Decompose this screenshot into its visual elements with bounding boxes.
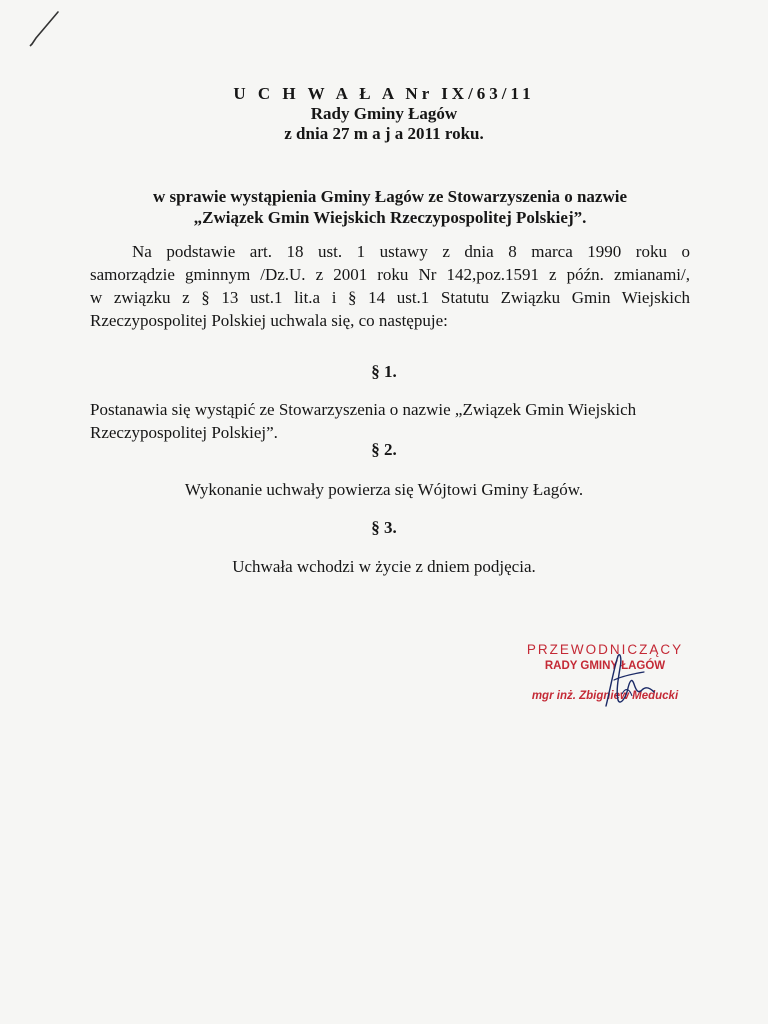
section-1-text-line-1: Postanawia się wystąpić ze Stowarzyszenia o nazwie „Związek Gmin Wiejskich <box>90 400 637 419</box>
handwritten-signature <box>592 650 664 710</box>
preamble-line: Na podstawie art. 18 ust. 1 ustawy z dnia 8 marca 1990 roku o <box>132 242 690 261</box>
stamp-title: PRZEWODNICZĄCY <box>526 642 684 657</box>
section-1-text-line-2: Rzeczypospolitej Polskiej”. <box>90 423 278 442</box>
section-1-heading: § 1. <box>371 362 397 381</box>
section-3-text: Uchwała wchodzi w życie z dniem podjęcia. <box>232 557 536 576</box>
section-2-heading: § 2. <box>371 440 397 459</box>
preamble-line: samorządzie gminnym /Dz.U. z 2001 roku Nr 142,poz.1591 z późn. zmianami/, <box>90 265 690 284</box>
pen-mark <box>28 8 62 48</box>
resolution-title: U C H W A Ł A Nr IX/63/11 <box>233 84 535 103</box>
stamp-name: mgr inż. Zbigniew Meducki <box>531 690 679 702</box>
stamp-council: RADY GMINY ŁAGÓW <box>544 660 666 672</box>
subject-line-2: „Związek Gmin Wiejskich Rzeczypospolitej Polskiej”. <box>193 208 587 227</box>
preamble-line: Rzeczypospolitej Polskiej uchwala się, co następuje: <box>90 311 448 330</box>
subject-line-1: w sprawie wystąpienia Gminy Łagów ze Stowarzyszenia o nazwie <box>152 187 628 206</box>
preamble-paragraph <box>90 240 690 332</box>
council-name: Rady Gminy Łagów <box>310 104 458 123</box>
resolution-header <box>0 84 768 144</box>
section-2-text: Wykonanie uchwały powierza się Wójtowi Gminy Łagów. <box>184 480 584 499</box>
resolution-date: z dnia 27 m a j a 2011 roku. <box>284 124 484 143</box>
resolution-subject <box>80 186 700 228</box>
section-3-heading: § 3. <box>371 518 397 537</box>
preamble-line: w związku z § 13 ust.1 lit.a i § 14 ust.1 Statutu Związku Gmin Wiejskich <box>90 288 690 307</box>
